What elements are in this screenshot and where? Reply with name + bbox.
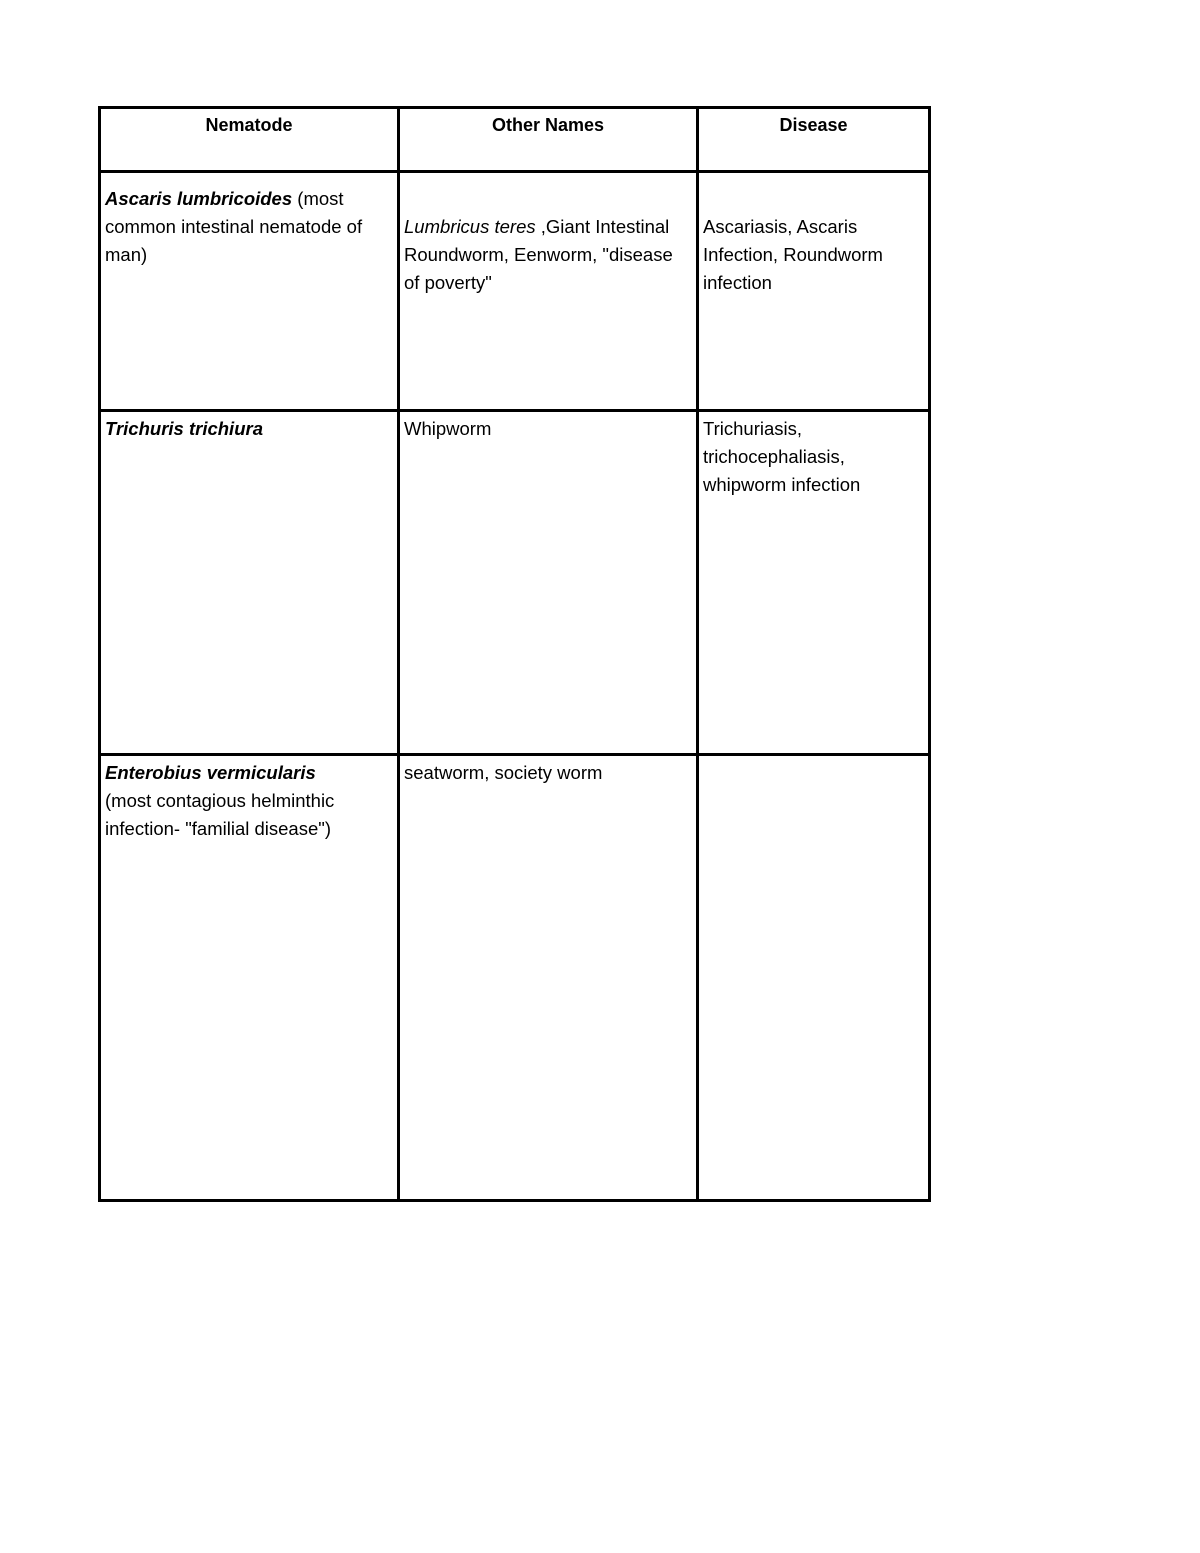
other-names-italic: Lumbricus teres <box>404 216 536 237</box>
header-other-names: Other Names <box>399 108 698 172</box>
other-names-cell <box>399 754 698 1200</box>
nematode-note: (most contagious helminthic infection- "familial disease") <box>105 789 335 839</box>
other-names-text: seatworm, society worm <box>404 761 603 783</box>
table-row <box>100 410 930 754</box>
nematode-cell <box>100 754 399 1200</box>
other-names-text: Whipworm <box>404 417 492 439</box>
nematode-table <box>98 106 931 1202</box>
table-row <box>100 172 930 411</box>
disease-text: Trichuriasis, trichocephaliasis, whipworm infection <box>703 417 861 495</box>
disease-cell <box>698 754 930 1200</box>
nematode-name: Enterobius vermicularis <box>105 761 316 783</box>
disease-cell <box>698 172 930 411</box>
nematode-name: Ascaris lumbricoides <box>105 188 293 209</box>
header-disease: Disease <box>698 108 930 172</box>
other-names-cell <box>399 410 698 754</box>
disease-text: Ascariasis, Ascaris Infection, Roundworm infection <box>703 216 883 293</box>
disease-cell <box>698 410 930 754</box>
nematode-note: (most common intestinal nematode of man) <box>105 188 363 265</box>
nematode-cell <box>100 172 399 411</box>
other-names-text: ,Giant Intestinal Roundworm, Eenworm, "disease of poverty" <box>404 216 673 293</box>
header-nematode: Nematode <box>100 108 399 172</box>
other-names-cell <box>399 172 698 411</box>
table-header-row <box>100 108 930 172</box>
table-row <box>100 754 930 1200</box>
nematode-cell <box>100 410 399 754</box>
nematode-name: Trichuris trichiura <box>105 417 263 439</box>
